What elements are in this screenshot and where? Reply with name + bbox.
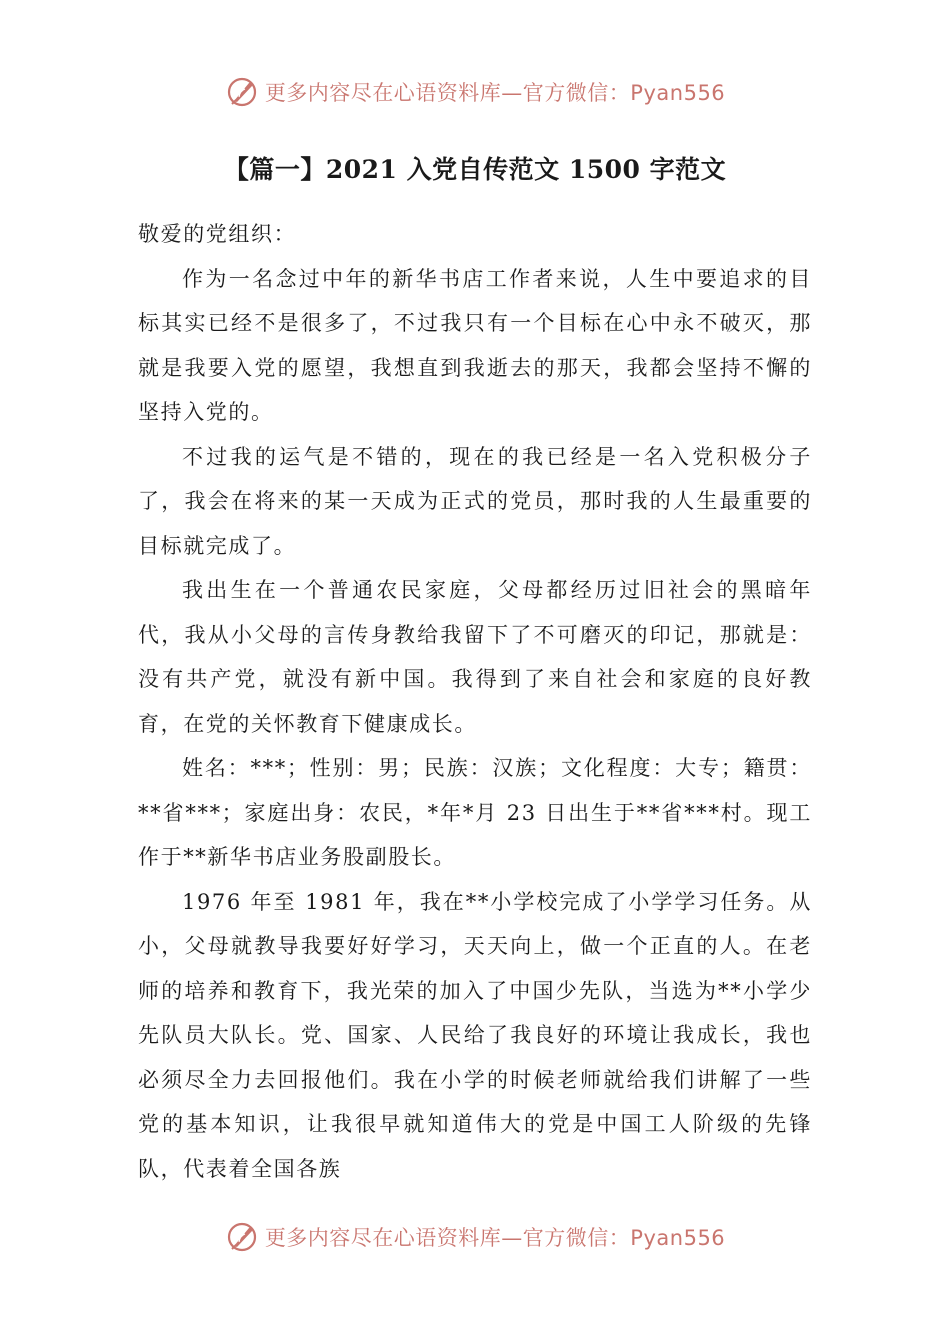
quill-pen-logo-icon	[225, 75, 259, 109]
footer-banner	[0, 1217, 950, 1257]
quill-pen-logo-icon	[225, 1220, 259, 1254]
page-title: 【篇一】2021 入党自传范文 1500 字范文	[223, 155, 727, 184]
paragraph: 作为一名念过中年的新华书店工作者来说，人生中要追求的目标其实已经不是很多了，不过我只有一个目标在心中永不破灭，那就是我要入党的愿望，我想直到我逝去的那天，我都会坚持不懈的坚持入党的。	[138, 266, 812, 424]
salutation: 敬爱的党组织：	[138, 222, 297, 246]
header-banner-text: 更多内容尽在心语资料库—官方微信：Pyan556	[264, 81, 726, 105]
paragraph: 我出生在一个普通农民家庭，父母都经历过旧社会的黑暗年代，我从小父母的言传身教给我留下了不可磨灭的印记，那就是：没有共产党，就没有新中国。我得到了来自社会和家庭的良好教育，在党的关怀教育下健康成长。	[138, 578, 812, 736]
header-banner	[0, 72, 950, 112]
paragraph: 不过我的运气是不错的，现在的我已经是一名入党积极分子了，我会在将来的某一天成为正式的党员，那时我的人生最重要的目标就完成了。	[138, 444, 812, 558]
document-body	[138, 212, 812, 1191]
paragraph: 1976 年至 1981 年，我在**小学校完成了小学学习任务。从小，父母就教导我要好好学习，天天向上，做一个正直的人。在老师的培养和教育下，我光荣的加入了中国少先队，当选为**小学少先队员大队长。党、国家、人民给了我良好的环境让我成长，我也必须尽全力去回报他们。我在小学的时候老师就给我们讲解了一些党的基本知识，让我很早就知道伟大的党是中国工人阶级的先锋队，代表着全国各族	[138, 889, 812, 1181]
paragraph: 姓名：***；性别：男；民族：汉族；文化程度：大专；籍贯：**省***；家庭出身：农民，*年*月 23 日出生于**省***村。现工作于**新华书店业务股副股长。	[138, 756, 812, 869]
footer-banner-text: 更多内容尽在心语资料库—官方微信：Pyan556	[264, 1226, 726, 1250]
